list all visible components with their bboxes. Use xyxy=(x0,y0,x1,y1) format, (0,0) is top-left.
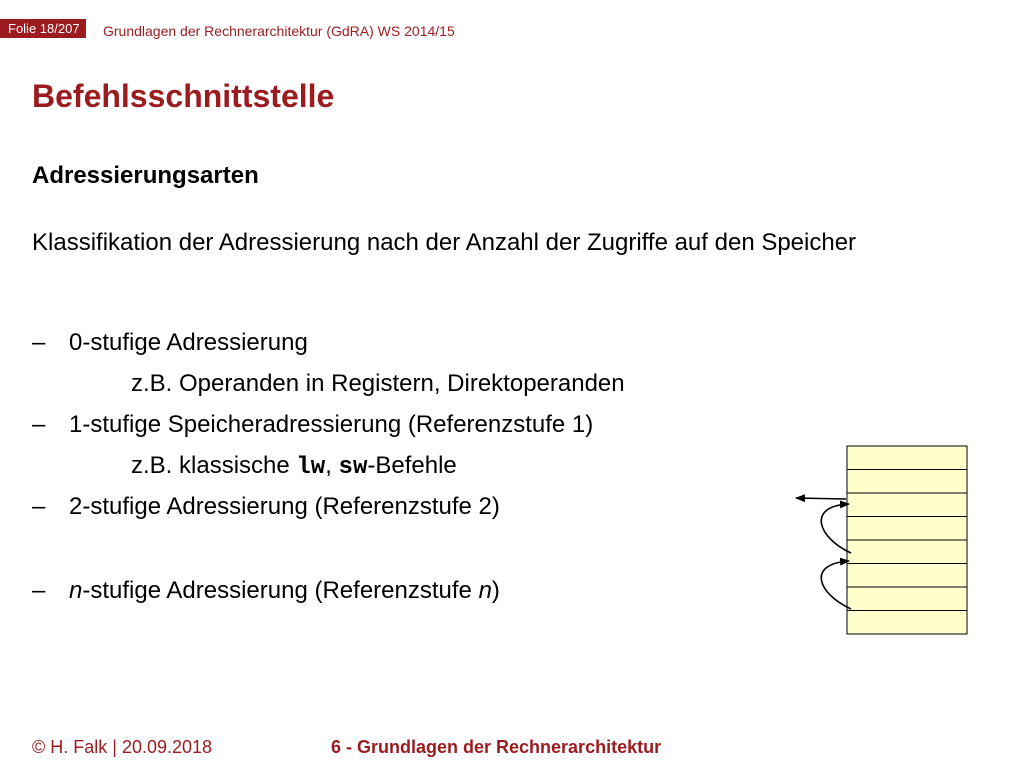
item-mid-text: -stufige Adressierung (Referenzstufe xyxy=(82,577,479,604)
footer-chapter: 6 - Grundlagen der Rechnerarchitektur xyxy=(331,737,662,757)
section-heading: Adressierungsarten xyxy=(32,162,259,189)
list-dash: – xyxy=(32,493,46,520)
example-prefix: z.B. klassische xyxy=(131,452,297,479)
item-close-paren: ) xyxy=(491,577,500,604)
memory-cell xyxy=(847,470,967,494)
memory-cell xyxy=(847,564,967,588)
memory-cell xyxy=(847,446,967,470)
code-sw: sw xyxy=(338,454,368,481)
course-title: Grundlagen der Rechnerarchitektur (GdRA) WS 2014/15 xyxy=(103,23,455,39)
memory-cell xyxy=(847,493,967,517)
example-suffix: -Befehle xyxy=(367,452,457,479)
list-dash: – xyxy=(32,577,46,604)
list-item-text: 1-stufige Speicheradressierung (Referenzstufe 1) xyxy=(69,411,594,438)
example-separator: , xyxy=(325,452,339,479)
memory-cell xyxy=(847,587,967,611)
memory-cell xyxy=(847,517,967,541)
list-item-text xyxy=(69,575,500,607)
code-lw: lw xyxy=(296,454,326,481)
list-dash: – xyxy=(32,411,46,438)
slide-title: Befehlsschnittstelle xyxy=(32,78,335,114)
memory-cell xyxy=(847,611,967,635)
memory-cells xyxy=(847,446,967,634)
list-item-text: 0-stufige Adressierung xyxy=(69,329,308,356)
arrow-to-operand xyxy=(796,498,846,499)
example-text: z.B. Operanden in Registern, Direktoperanden xyxy=(131,370,625,397)
example-text xyxy=(131,450,457,484)
memory-cell xyxy=(847,540,967,564)
variable-n: n xyxy=(69,577,83,604)
intro-paragraph: Klassifikation der Adressierung nach der Anzahl der Zugriffe auf den Speicher xyxy=(32,229,857,256)
list-item-text: 2-stufige Adressierung (Referenzstufe 2) xyxy=(69,493,500,520)
footer-author: © H. Falk | 20.09.2018 xyxy=(32,737,213,757)
slide-number-badge: Folie 18/207 xyxy=(0,19,86,38)
list-dash: – xyxy=(32,329,46,356)
variable-n: n xyxy=(478,577,492,604)
